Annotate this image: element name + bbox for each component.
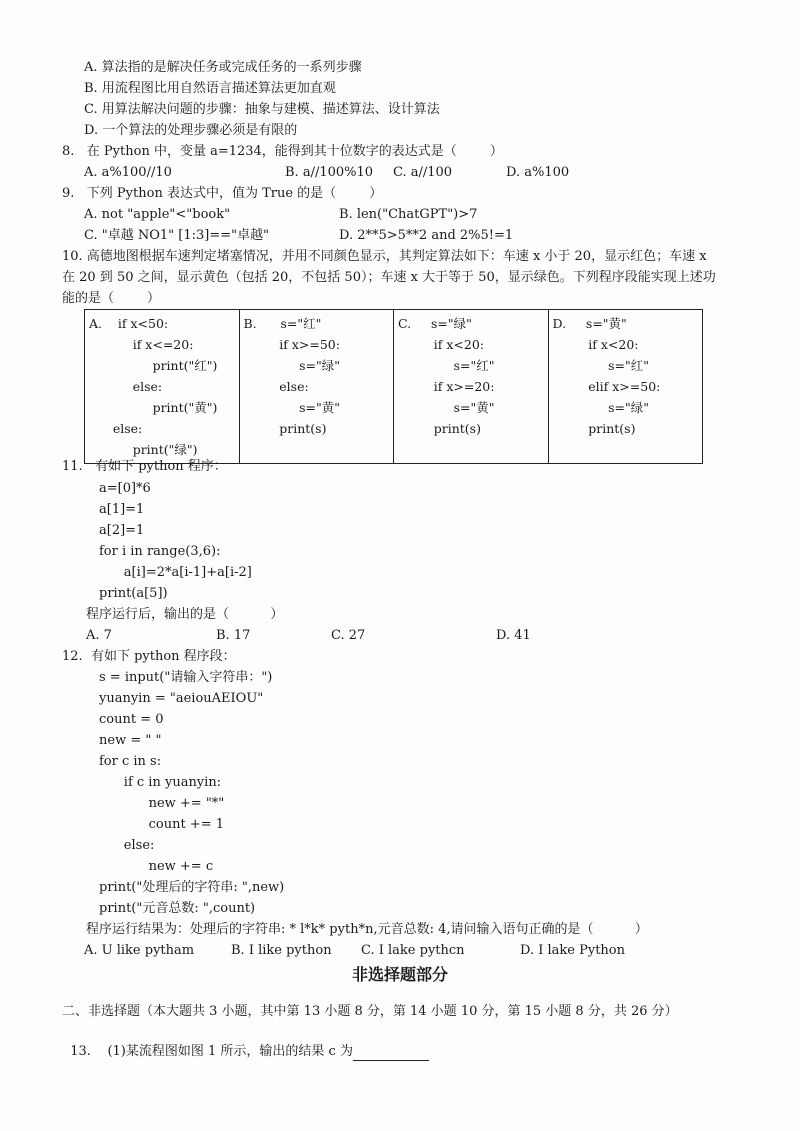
- q9-stem: 9. 下列 Python 表达式中，值为 True 的是（ ）: [62, 186, 383, 201]
- q11-code-line: a[1]=1: [99, 502, 145, 517]
- q12-option-b: B. I like python: [231, 943, 332, 958]
- q10-option-b: [239, 310, 394, 464]
- q12-code-line: if c in yuanyin:: [99, 775, 222, 790]
- q11-code-line: a=[0]*6: [99, 481, 151, 496]
- q12-code-line: print("处理后的字符串: ",new): [99, 880, 285, 895]
- q9-option-c: C. "卓越 NO1" [1:3]=="卓越": [84, 228, 270, 243]
- q7-option-b: B. 用流程图比用自然语言描述算法更加直观: [84, 81, 336, 96]
- q8-stem: 8. 在 Python 中，变量 a=1234，能得到其十位数字的表达式是（ ）: [62, 144, 503, 159]
- q9-option-d: D. 2**5>5**2 and 2%5!=1: [339, 228, 514, 243]
- q11-option-b: B. 17: [216, 628, 251, 643]
- q11-option-c: C. 27: [331, 628, 366, 643]
- q10-stem-line-3: 能的是（ ）: [62, 291, 161, 306]
- q12-option-a: A. U like pytham: [84, 943, 195, 958]
- q10-option-b-code: B. s="红" if x>=50: s="绿" else: s="黄" print(s): [243, 316, 341, 436]
- q11-option-d: D. 41: [496, 628, 531, 643]
- q12-option-c: C. I lake pythcn: [361, 943, 465, 958]
- q12-code-line: new += c: [99, 859, 214, 874]
- q12-code-line: count += 1: [99, 817, 224, 832]
- q13-text: 13. (1)某流程图如图 1 所示，输出的结果 c 为: [70, 1044, 353, 1059]
- q10-option-c: [394, 310, 549, 464]
- q11-option-a: A. 7: [86, 628, 112, 643]
- section-title: 非选择题部分: [351, 965, 448, 984]
- q12-code-line: yuanyin = "aeiouAEIOU": [99, 691, 264, 706]
- q11-question: 程序运行后，输出的是（ ）: [86, 607, 284, 622]
- q11-code-line: a[i]=2*a[i-1]+a[i-2]: [99, 565, 252, 580]
- q12-code-line: new = " ": [99, 733, 162, 748]
- q8-option-d: D. a%100: [506, 165, 570, 180]
- q8-option-c: C. a//100: [393, 165, 453, 180]
- q10-option-d-code: D. s="黄" if x<20: s="红" elif x>=50: s="绿" print(s): [552, 316, 661, 436]
- q12-code-line: for c in s:: [99, 754, 162, 769]
- q13-answer-blank: [353, 1047, 429, 1061]
- q10-option-a-code: A. if x<50: if x<=20: print("红") else: print("黄") else: print("绿"): [89, 316, 218, 457]
- q11-stem: 11. 有如下 python 程序：: [62, 459, 227, 474]
- q7-option-c: C. 用算法解决问题的步骤：抽象与建模、描述算法、设计算法: [84, 102, 440, 117]
- q10-option-a: [85, 310, 240, 464]
- q12-code-line: new += "*": [99, 796, 225, 811]
- q7-option-d: D. 一个算法的处理步骤必须是有限的: [84, 123, 298, 138]
- q7-option-a: A. 算法指的是解决任务或完成任务的一系列步骤: [84, 60, 362, 75]
- q12-code-line: s = input("请输入字符串："): [99, 670, 273, 685]
- q10-stem-line-1: 10. 高德地图根据车速判定堵塞情况，并用不同颜色显示，其判定算法如下：车速 x 小于 20，显示红色；车速 x: [62, 249, 707, 264]
- q12-code-line: print("元音总数: ",count): [99, 901, 256, 916]
- q12-code-line: count = 0: [99, 712, 164, 727]
- q12-option-d: D. I lake Python: [520, 943, 625, 958]
- q11-code-line: a[2]=1: [99, 523, 145, 538]
- q10-stem-line-2: 在 20 到 50 之间，显示黄色（包括 20，不包括 50）；车速 x 大于等于 50，显示绿色。下列程序段能实现上述功: [62, 270, 716, 285]
- q12-stem: 12. 有如下 python 程序段：: [62, 649, 236, 664]
- q10-options-table: [84, 309, 703, 464]
- q11-code-line: for i in range(3,6):: [99, 544, 221, 559]
- q10-option-c-code: C. s="绿" if x<20: s="红" if x>=20: s="黄" print(s): [398, 316, 495, 436]
- q10-option-d: [548, 310, 703, 464]
- q8-option-a: A. a%100//10: [84, 165, 172, 180]
- q13-line: [62, 1025, 429, 1061]
- section-intro: 二、非选择题（本大题共 3 小题，其中第 13 小题 8 分，第 14 小题 10 分，第 15 小题 8 分，共 26 分）: [62, 1004, 678, 1019]
- q11-code-line: print(a[5]): [99, 586, 168, 601]
- q8-option-b: B. a//100%10: [285, 165, 374, 180]
- q12-code-line: else:: [99, 838, 155, 853]
- q12-question: 程序运行结果为：处理后的字符串: * l*k* pyth*n,元音总数: 4,请问输入语句正确的是（ ）: [86, 922, 648, 937]
- q9-option-b: B. len("ChatGPT")>7: [339, 207, 478, 222]
- q9-option-a: A. not "apple"<"book": [84, 207, 231, 222]
